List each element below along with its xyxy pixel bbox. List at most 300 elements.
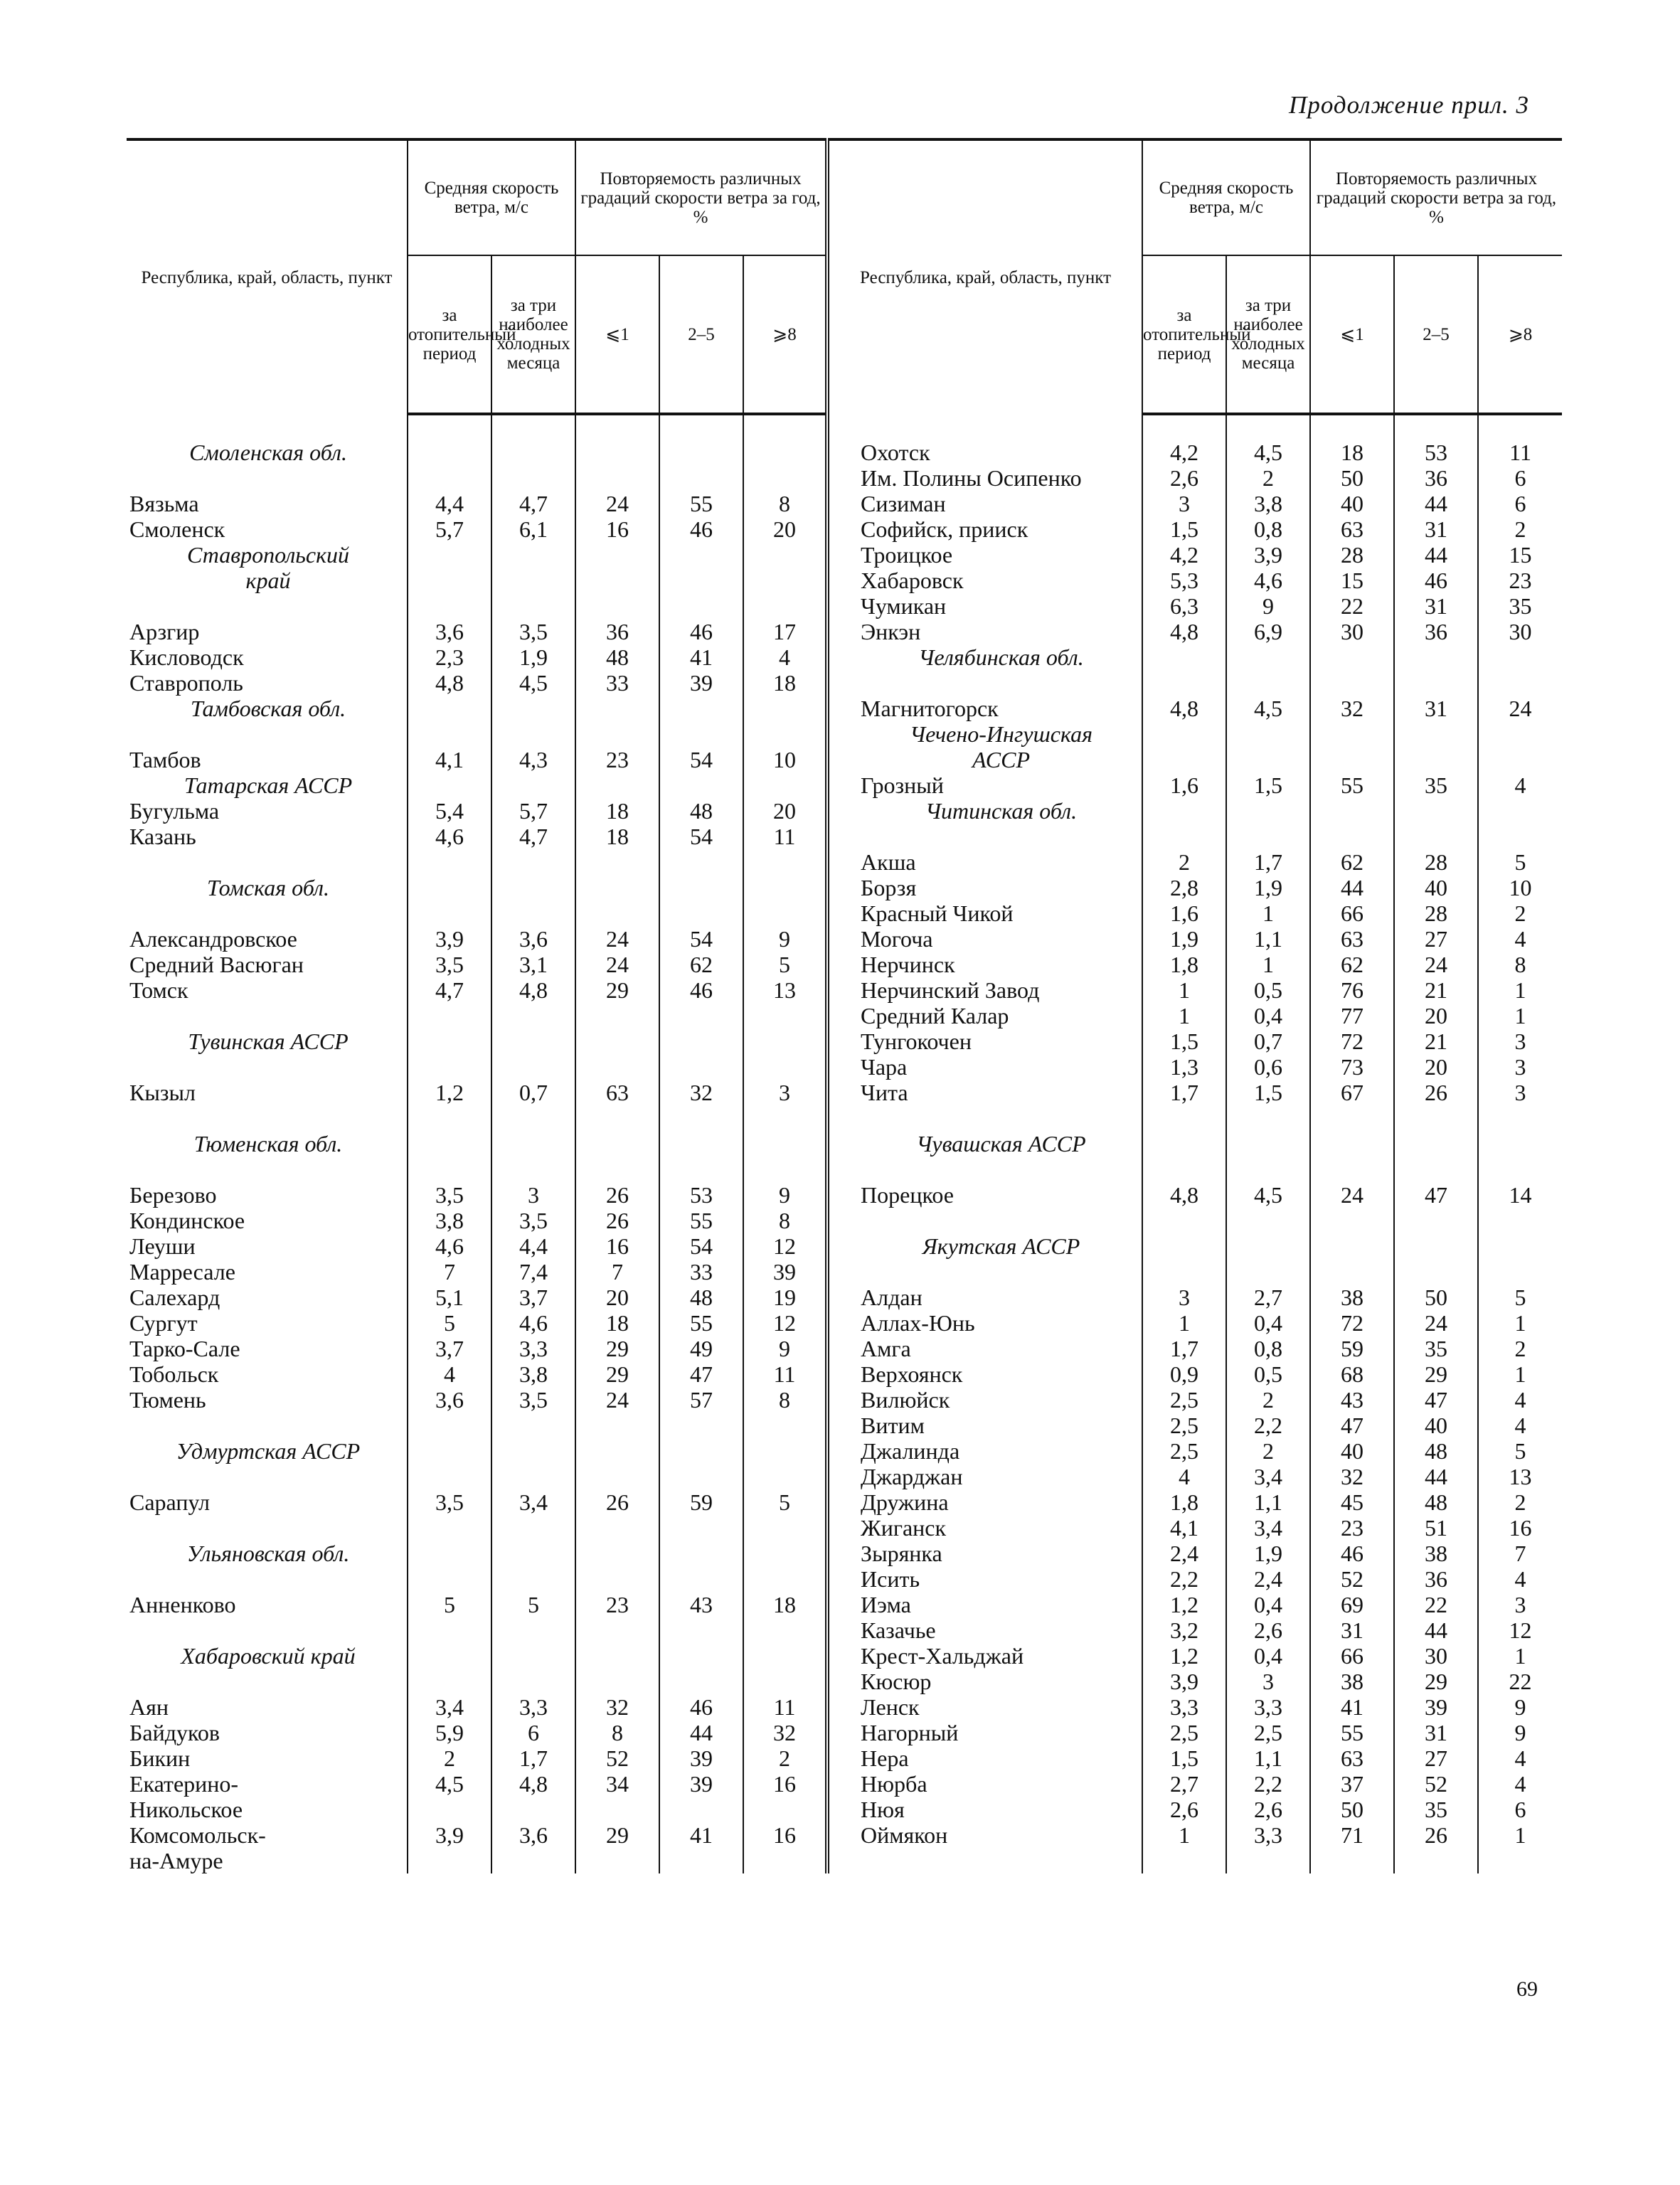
empty-cell xyxy=(743,1515,827,1541)
empty-cell xyxy=(743,1848,827,1873)
empty-cell xyxy=(743,1105,827,1131)
freq-2-5-value: 24 xyxy=(1394,1310,1478,1336)
empty-cell xyxy=(743,542,827,568)
three-coldest-value: 1,7 xyxy=(491,1745,575,1771)
empty-cell xyxy=(1394,1131,1478,1157)
freq-ge8-value: 2 xyxy=(1478,900,1562,926)
empty-cell xyxy=(1226,1259,1310,1285)
table-row xyxy=(127,516,1562,542)
table-row xyxy=(127,1669,1562,1694)
region-heading: Ульяновская обл. xyxy=(186,1541,350,1566)
table-row xyxy=(127,721,1562,747)
empty-cell xyxy=(1478,1157,1562,1182)
three-coldest-value: 1 xyxy=(1226,952,1310,977)
empty-cell xyxy=(575,1438,659,1464)
three-coldest-value: 3,8 xyxy=(1226,491,1310,516)
freq-ge8-value: 2 xyxy=(1478,516,1562,542)
empty-cell xyxy=(1478,1105,1562,1131)
place-name: Вязьма xyxy=(129,491,199,516)
freq-2-5-value: 31 xyxy=(1394,516,1478,542)
freq-ge8-value: 5 xyxy=(743,1489,827,1515)
empty-cell xyxy=(1310,670,1394,696)
freq-lt1-value: 47 xyxy=(1310,1413,1394,1438)
heating-period-value: 2,5 xyxy=(1142,1720,1226,1745)
freq-lt1-value: 73 xyxy=(1310,1054,1394,1080)
empty-cell xyxy=(127,1464,408,1489)
place-name: Иэма xyxy=(827,1592,1142,1617)
region-heading: АССР xyxy=(827,747,1142,772)
three-coldest-value: 2,2 xyxy=(1226,1771,1310,1797)
empty-cell xyxy=(491,1515,575,1541)
empty-cell xyxy=(743,1028,827,1054)
place-name: Чара xyxy=(827,1054,1142,1080)
table-row xyxy=(127,1054,1562,1080)
region-heading: Смоленская обл. xyxy=(189,440,347,465)
header-heating-period: за отопительный период xyxy=(408,255,491,414)
heating-period-value: 2,5 xyxy=(1142,1387,1226,1413)
freq-ge8-value: 5 xyxy=(743,952,827,977)
empty-cell xyxy=(575,772,659,798)
header-three-coldest: за три наиболее холодных месяца xyxy=(491,255,575,414)
three-coldest-value: 1,9 xyxy=(491,644,575,670)
freq-ge8-value: 10 xyxy=(743,747,827,772)
freq-2-5-value: 50 xyxy=(1394,1285,1478,1310)
page-number: 69 xyxy=(1516,1977,1538,2001)
freq-2-5-value: 33 xyxy=(659,1259,743,1285)
empty-cell xyxy=(408,1157,491,1182)
empty-cell xyxy=(575,849,659,875)
place-name: Тарко-Сале xyxy=(129,1336,240,1361)
freq-lt1-value: 76 xyxy=(1310,977,1394,1003)
empty-cell xyxy=(408,1541,491,1566)
freq-lt1-value: 33 xyxy=(575,670,659,696)
heating-period-value: 3,6 xyxy=(408,619,491,644)
empty-cell xyxy=(491,1797,575,1822)
place-name: Жиганск xyxy=(827,1515,1142,1541)
empty-cell xyxy=(575,1028,659,1054)
empty-cell xyxy=(1310,1848,1394,1873)
freq-2-5-value: 20 xyxy=(1394,1003,1478,1028)
empty-cell xyxy=(743,440,827,465)
empty-cell xyxy=(1394,644,1478,670)
freq-lt1-value: 32 xyxy=(1310,696,1394,721)
empty-cell xyxy=(491,696,575,721)
three-coldest-value: 0,7 xyxy=(491,1080,575,1105)
empty-cell xyxy=(127,1566,408,1592)
freq-ge8-value: 3 xyxy=(1478,1080,1562,1105)
table-row xyxy=(127,824,1562,849)
freq-2-5-value: 30 xyxy=(1394,1643,1478,1669)
freq-lt1-value: 26 xyxy=(575,1182,659,1208)
freq-2-5-value: 46 xyxy=(659,977,743,1003)
freq-lt1-value: 26 xyxy=(575,1208,659,1233)
place-name: Сизиман xyxy=(827,491,1142,516)
freq-lt1-value: 36 xyxy=(575,619,659,644)
table-row xyxy=(127,1720,1562,1745)
empty-cell xyxy=(575,1413,659,1438)
freq-2-5-value: 54 xyxy=(659,1233,743,1259)
freq-lt1-value: 23 xyxy=(1310,1515,1394,1541)
empty-cell xyxy=(743,1464,827,1489)
empty-cell xyxy=(575,1105,659,1131)
empty-cell xyxy=(743,593,827,619)
empty-cell xyxy=(659,900,743,926)
table-row xyxy=(127,1003,1562,1028)
empty-cell xyxy=(659,875,743,900)
header-place-right: Республика, край, область, пункт xyxy=(827,139,1142,414)
header-ge8: ⩾8 xyxy=(1478,255,1562,414)
freq-lt1-value: 40 xyxy=(1310,491,1394,516)
place-name: Кызыл xyxy=(129,1080,196,1105)
empty-cell xyxy=(1310,1131,1394,1157)
freq-ge8-value: 9 xyxy=(743,1182,827,1208)
header-ge8: ⩾8 xyxy=(743,255,827,414)
header-heating-period: за отопительный период xyxy=(1142,255,1226,414)
region-heading: Тюменская обл. xyxy=(193,1131,343,1157)
empty-cell xyxy=(743,696,827,721)
empty-cell xyxy=(491,1028,575,1054)
empty-cell xyxy=(491,568,575,593)
place-name: Борзя xyxy=(827,875,1142,900)
heating-period-value: 4,2 xyxy=(1142,542,1226,568)
heating-period-value: 0,9 xyxy=(1142,1361,1226,1387)
place-name: Красный Чикой xyxy=(827,900,1142,926)
three-coldest-value: 1,1 xyxy=(1226,1489,1310,1515)
heating-period-value: 5,3 xyxy=(1142,568,1226,593)
empty-cell xyxy=(127,849,408,875)
place-name: Магнитогорск xyxy=(827,696,1142,721)
freq-ge8-value: 19 xyxy=(743,1285,827,1310)
place-name: Могоча xyxy=(827,926,1142,952)
freq-lt1-value: 68 xyxy=(1310,1361,1394,1387)
freq-lt1-value: 63 xyxy=(1310,926,1394,952)
place-name: Тамбов xyxy=(129,747,201,772)
table-row xyxy=(127,1310,1562,1336)
table-row xyxy=(127,491,1562,516)
empty-cell xyxy=(127,1003,408,1028)
table-row xyxy=(127,1413,1562,1438)
empty-cell xyxy=(491,1438,575,1464)
place-name: Хабаровск xyxy=(827,568,1142,593)
empty-cell xyxy=(743,875,827,900)
freq-2-5-value: 55 xyxy=(659,491,743,516)
freq-ge8-value: 9 xyxy=(1478,1694,1562,1720)
heating-period-value: 3,3 xyxy=(1142,1694,1226,1720)
table-row xyxy=(127,568,1562,593)
freq-ge8-value: 4 xyxy=(1478,1771,1562,1797)
three-coldest-value: 6 xyxy=(491,1720,575,1745)
freq-ge8-value: 8 xyxy=(743,1208,827,1233)
place-name: Порецкое xyxy=(827,1182,1142,1208)
empty-cell xyxy=(659,568,743,593)
heating-period-value: 2 xyxy=(1142,849,1226,875)
freq-lt1-value: 18 xyxy=(575,1310,659,1336)
empty-cell xyxy=(1478,721,1562,747)
empty-cell xyxy=(408,1643,491,1669)
empty-cell xyxy=(408,542,491,568)
empty-cell xyxy=(408,696,491,721)
heating-period-value: 2,6 xyxy=(1142,1797,1226,1822)
table-row xyxy=(127,1361,1562,1387)
empty-cell xyxy=(1478,747,1562,772)
freq-lt1-value: 40 xyxy=(1310,1438,1394,1464)
three-coldest-value: 6,1 xyxy=(491,516,575,542)
empty-cell xyxy=(743,1131,827,1157)
three-coldest-value: 5 xyxy=(491,1592,575,1617)
empty-cell xyxy=(491,721,575,747)
header-2-5: 2–5 xyxy=(1394,255,1478,414)
empty-cell xyxy=(1226,747,1310,772)
heating-period-value: 3,9 xyxy=(408,1822,491,1848)
freq-lt1-value: 38 xyxy=(1310,1285,1394,1310)
freq-ge8-value: 39 xyxy=(743,1259,827,1285)
region-heading: Удмуртская АССР xyxy=(176,1438,361,1464)
empty-cell xyxy=(1226,1848,1310,1873)
heating-period-value: 1,7 xyxy=(1142,1336,1226,1361)
table-row xyxy=(127,1643,1562,1669)
freq-lt1-value: 37 xyxy=(1310,1771,1394,1797)
freq-lt1-value: 20 xyxy=(575,1285,659,1310)
freq-lt1-value: 63 xyxy=(1310,516,1394,542)
header-freq-left: Повторяемость различных градаций скорости ветра за год, % xyxy=(575,139,827,255)
place-name: Аян xyxy=(129,1694,169,1720)
region-heading: край xyxy=(245,568,291,593)
empty-cell xyxy=(659,1105,743,1131)
empty-cell xyxy=(659,772,743,798)
empty-cell xyxy=(1394,1105,1478,1131)
table-row xyxy=(127,1617,1562,1643)
freq-ge8-value: 13 xyxy=(743,977,827,1003)
empty-cell xyxy=(827,1259,1142,1285)
freq-lt1-value: 63 xyxy=(1310,1745,1394,1771)
empty-cell xyxy=(491,593,575,619)
place-name: Казачье xyxy=(827,1617,1142,1643)
freq-lt1-value: 55 xyxy=(1310,1720,1394,1745)
empty-cell xyxy=(408,1413,491,1438)
empty-cell xyxy=(659,1438,743,1464)
empty-cell xyxy=(491,1054,575,1080)
empty-cell xyxy=(659,849,743,875)
freq-lt1-value: 38 xyxy=(1310,1669,1394,1694)
empty-cell xyxy=(1310,798,1394,824)
heating-period-value: 3,5 xyxy=(408,1489,491,1515)
place-name: Троицкое xyxy=(827,542,1142,568)
table-body xyxy=(127,414,1562,1873)
empty-cell xyxy=(408,1848,491,1873)
empty-cell xyxy=(575,1617,659,1643)
empty-cell xyxy=(575,1566,659,1592)
empty-cell xyxy=(408,1131,491,1157)
freq-2-5-value: 48 xyxy=(1394,1489,1478,1515)
empty-cell xyxy=(408,849,491,875)
empty-cell xyxy=(659,1028,743,1054)
table-row xyxy=(127,619,1562,644)
empty-cell xyxy=(408,1464,491,1489)
three-coldest-value: 5,7 xyxy=(491,798,575,824)
table-row xyxy=(127,1515,1562,1541)
empty-cell xyxy=(1310,824,1394,849)
freq-lt1-value: 8 xyxy=(575,1720,659,1745)
empty-cell xyxy=(408,1617,491,1643)
empty-cell xyxy=(127,1105,408,1131)
heating-period-value: 3,5 xyxy=(408,952,491,977)
empty-cell xyxy=(575,440,659,465)
heating-period-value: 3,7 xyxy=(408,1336,491,1361)
freq-lt1-value: 18 xyxy=(1310,440,1394,465)
empty-cell xyxy=(743,1541,827,1566)
freq-lt1-value: 52 xyxy=(575,1745,659,1771)
freq-2-5-value: 55 xyxy=(659,1310,743,1336)
freq-ge8-value: 23 xyxy=(1478,568,1562,593)
place-name: Комсомольск- xyxy=(129,1822,266,1848)
header-lt1: ⩽1 xyxy=(1310,255,1394,414)
header-three-coldest: за три наиболее холодных месяца xyxy=(1226,255,1310,414)
place-name: Крест-Хальджай xyxy=(827,1643,1142,1669)
freq-ge8-value: 3 xyxy=(1478,1592,1562,1617)
freq-ge8-value: 5 xyxy=(1478,1285,1562,1310)
empty-cell xyxy=(1226,1105,1310,1131)
place-name: Никольское xyxy=(129,1797,243,1822)
heating-period-value: 1,2 xyxy=(408,1080,491,1105)
empty-cell xyxy=(408,1438,491,1464)
table-row xyxy=(127,1566,1562,1592)
empty-cell xyxy=(1478,798,1562,824)
empty-cell xyxy=(659,1643,743,1669)
place-name: Сарапул xyxy=(129,1489,211,1515)
freq-lt1-value: 16 xyxy=(575,1233,659,1259)
three-coldest-value: 4,4 xyxy=(491,1233,575,1259)
freq-ge8-value: 6 xyxy=(1478,1797,1562,1822)
freq-2-5-value: 57 xyxy=(659,1387,743,1413)
empty-cell xyxy=(408,875,491,900)
three-coldest-value: 3,5 xyxy=(491,1208,575,1233)
empty-cell xyxy=(1310,721,1394,747)
empty-cell xyxy=(575,1643,659,1669)
empty-cell xyxy=(491,1003,575,1028)
freq-ge8-value: 1 xyxy=(1478,977,1562,1003)
heating-period-value: 4,4 xyxy=(408,491,491,516)
place-name: Екатерино- xyxy=(129,1771,239,1797)
empty-cell xyxy=(491,1669,575,1694)
region-heading: Ставропольский xyxy=(186,542,350,568)
freq-2-5-value: 51 xyxy=(1394,1515,1478,1541)
empty-cell xyxy=(827,1848,1142,1873)
freq-ge8-value: 18 xyxy=(743,1592,827,1617)
header-avg-speed-left: Средняя скорость ветра, м/с xyxy=(408,139,575,255)
empty-cell xyxy=(659,1131,743,1157)
freq-2-5-value: 54 xyxy=(659,824,743,849)
place-name: Кисловодск xyxy=(129,644,244,670)
freq-ge8-value: 14 xyxy=(1478,1182,1562,1208)
region-heading: Якутская АССР xyxy=(827,1233,1142,1259)
region-heading: Хабаровский край xyxy=(181,1643,356,1669)
freq-ge8-value: 1 xyxy=(1478,1003,1562,1028)
heating-period-value: 4,6 xyxy=(408,824,491,849)
empty-cell xyxy=(1142,1259,1226,1285)
empty-cell xyxy=(659,696,743,721)
three-coldest-value: 2,2 xyxy=(1226,1413,1310,1438)
empty-cell xyxy=(491,875,575,900)
region-heading: Чечено-Ингушская xyxy=(827,721,1142,747)
place-name: Алдан xyxy=(827,1285,1142,1310)
empty-cell xyxy=(659,1541,743,1566)
three-coldest-value: 1,1 xyxy=(1226,1745,1310,1771)
heating-period-value: 6,3 xyxy=(1142,593,1226,619)
empty-cell xyxy=(127,465,408,491)
heating-period-value: 3,4 xyxy=(408,1694,491,1720)
freq-2-5-value: 53 xyxy=(659,1182,743,1208)
freq-2-5-value: 31 xyxy=(1394,696,1478,721)
three-coldest-value: 4,7 xyxy=(491,491,575,516)
freq-2-5-value: 21 xyxy=(1394,977,1478,1003)
freq-ge8-value: 4 xyxy=(1478,1387,1562,1413)
freq-ge8-value: 3 xyxy=(1478,1028,1562,1054)
place-name: Анненково xyxy=(129,1592,236,1617)
place-name: на-Амуре xyxy=(129,1848,223,1873)
empty-cell xyxy=(743,1003,827,1028)
freq-2-5-value: 35 xyxy=(1394,1797,1478,1822)
freq-ge8-value: 3 xyxy=(1478,1054,1562,1080)
empty-cell xyxy=(659,440,743,465)
place-name: Исить xyxy=(827,1566,1142,1592)
freq-2-5-value: 47 xyxy=(659,1361,743,1387)
empty-cell xyxy=(827,824,1142,849)
three-coldest-value: 0,7 xyxy=(1226,1028,1310,1054)
three-coldest-value: 1,1 xyxy=(1226,926,1310,952)
freq-ge8-value: 10 xyxy=(1478,875,1562,900)
freq-lt1-value: 34 xyxy=(575,1771,659,1797)
heating-period-value: 5,9 xyxy=(408,1720,491,1745)
empty-cell xyxy=(575,1054,659,1080)
three-coldest-value: 3,1 xyxy=(491,952,575,977)
empty-cell xyxy=(659,1797,743,1822)
freq-2-5-value: 41 xyxy=(659,644,743,670)
freq-ge8-value: 17 xyxy=(743,619,827,644)
empty-cell xyxy=(1226,1131,1310,1157)
three-coldest-value: 1,7 xyxy=(1226,849,1310,875)
freq-ge8-value: 32 xyxy=(743,1720,827,1745)
empty-cell xyxy=(408,1566,491,1592)
empty-cell xyxy=(743,1566,827,1592)
heating-period-value: 2,5 xyxy=(1142,1413,1226,1438)
table-row xyxy=(127,1157,1562,1182)
empty-cell xyxy=(1394,824,1478,849)
freq-2-5-value: 48 xyxy=(659,798,743,824)
freq-2-5-value: 53 xyxy=(1394,440,1478,465)
empty-cell xyxy=(1394,721,1478,747)
region-heading: Татарская АССР xyxy=(184,772,353,798)
freq-2-5-value: 47 xyxy=(1394,1182,1478,1208)
empty-cell xyxy=(491,1566,575,1592)
freq-2-5-value: 39 xyxy=(1394,1694,1478,1720)
freq-lt1-value: 7 xyxy=(575,1259,659,1285)
table-row xyxy=(127,1233,1562,1259)
empty-cell xyxy=(408,593,491,619)
heating-period-value: 4 xyxy=(1142,1464,1226,1489)
three-coldest-value: 1,5 xyxy=(1226,1080,1310,1105)
place-name: Джалинда xyxy=(827,1438,1142,1464)
freq-2-5-value: 48 xyxy=(1394,1438,1478,1464)
freq-ge8-value: 8 xyxy=(743,1387,827,1413)
three-coldest-value: 0,8 xyxy=(1226,516,1310,542)
freq-2-5-value: 44 xyxy=(1394,1617,1478,1643)
freq-ge8-value: 6 xyxy=(1478,465,1562,491)
table-row xyxy=(127,644,1562,670)
empty-cell xyxy=(1478,1131,1562,1157)
heating-period-value: 4,8 xyxy=(1142,619,1226,644)
place-name: Охотск xyxy=(827,440,1142,465)
freq-ge8-value: 16 xyxy=(743,1822,827,1848)
